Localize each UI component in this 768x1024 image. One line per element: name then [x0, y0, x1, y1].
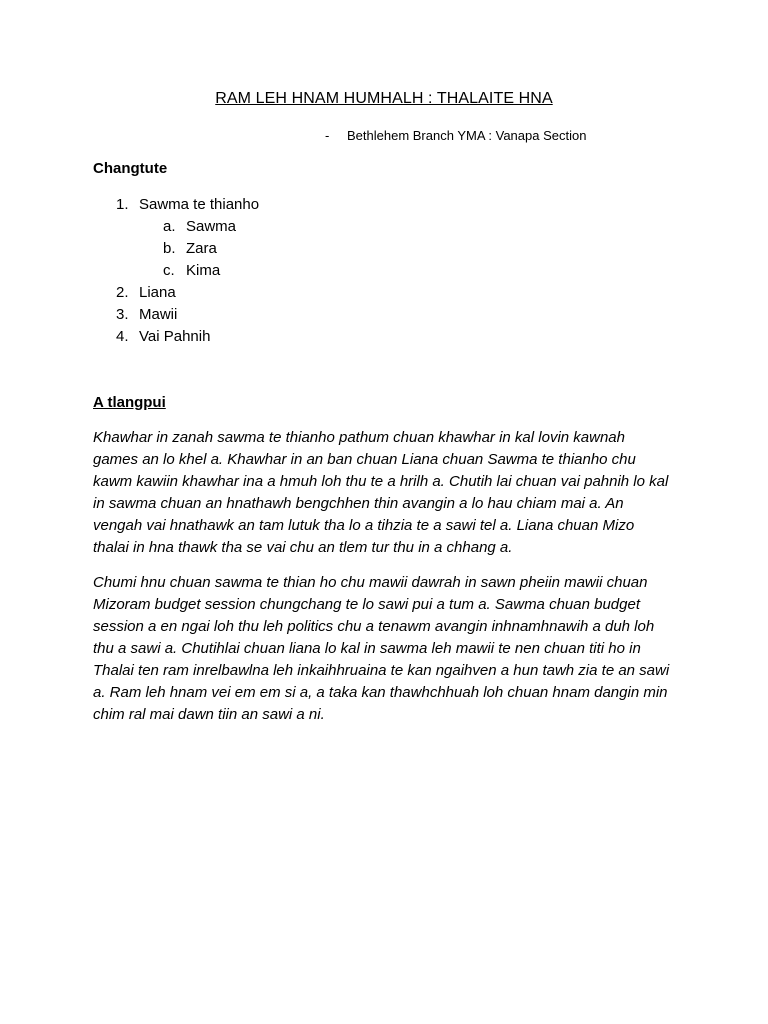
byline	[325, 128, 586, 143]
list-item-number: 4.	[116, 328, 129, 345]
list-item-text: Vai Pahnih	[139, 328, 211, 345]
list-item-number: c.	[163, 262, 175, 279]
tlangpui-heading: A tlangpui	[93, 394, 166, 411]
list-item-text: Sawma te thianho	[139, 196, 260, 213]
list-item-number: a.	[163, 218, 176, 235]
list-item-text: Mawii	[139, 306, 178, 323]
byline-text: Bethlehem Branch YMA : Vanapa Section	[347, 128, 587, 143]
paragraph: Chumi hnu chuan sawma te thian ho chu mawii dawrah in sawn pheiin mawii chuan Mizoram budget session chungchang te lo sawi pui a tum a. Sawma chuan budget session a en ngai loh thu leh politics chu a tenawm avangin inhnamhnawih a duh loh thu a sawi a. Chutihlai chuan liana lo kal in sawma leh mawii te nen chuan titi ho in Thalai ten ram inrelbawlna leh inkaihhruaina te kan ngaihven a hun tawh zia te an sawi a. Ram leh hnam vei em em si a, a taka kan thawhchhuah loh chuan hnam dangin min chim ral mai dawn tiin an sawi a ni.	[93, 574, 670, 723]
changtute-heading: Changtute	[93, 160, 168, 177]
list-item-text: Sawma	[186, 218, 237, 235]
list-item-number: 2.	[116, 284, 129, 301]
list-item-text: Zara	[186, 240, 217, 257]
byline-dash: -	[325, 128, 330, 143]
list-item-text: Kima	[186, 262, 221, 279]
document-page	[93, 0, 673, 1024]
list-item-number: 1.	[116, 196, 129, 213]
document-title: RAM LEH HNAM HUMHALH : THALAITE HNA	[215, 90, 553, 107]
paragraph: Khawhar in zanah sawma te thianho pathum chuan khawhar in kal lovin kawnah games an lo khel a. Khawhar in an ban chuan Liana chuan Sawma te thianho chu kawm kawiin khawhar ina a hmuh loh thu te a hrilh a. Chutih lai chuan vai pahnih lo kal in sawma chuan an hnathawh bengchhen thin avangin a lo hau chiam mai a. An vengah vai hnathawk an tam lutuk tha lo a tihzia te a sawi tel a. Liana chuan Mizo thalai in hna thawk tha se vai chu an tlem tur thu in a chhang a.	[93, 429, 669, 556]
list-item-number: b.	[163, 240, 176, 257]
list-item-number: 3.	[116, 306, 129, 323]
list-item-text: Liana	[139, 284, 176, 301]
